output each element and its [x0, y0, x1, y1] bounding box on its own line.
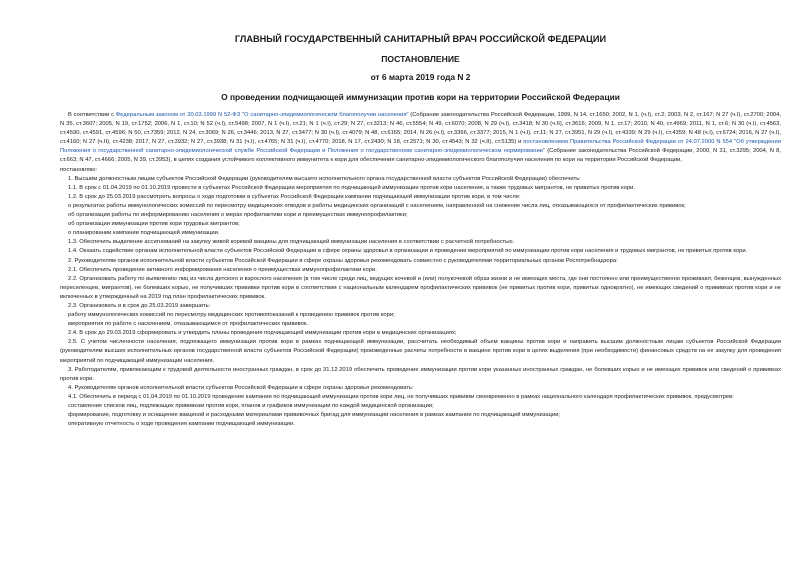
paragraph-1-4: 1.4. Оказать содействие органам исполнительной власти субъектов Российской Федерации в сфере охраны здоровья в организации и проведении мероприятий по иммунизации против кори населения и трудовых мигрантов, не привитых против кори. — [68, 248, 748, 255]
preamble-text-2: (Собрание законодательства Российской Федерации, 1999, N 14, ст.1650; 2002, N 1, (ч.I), ст.2; 2003, N 2, ст.167; N 27 (ч.I), ст.2700; 2004, N 35, ст.3607; 2005, N 19, ст.1752; 2006, N 1, ст.10; N 52 (ч.I), ст.5498; 2007, N 1 (ч.I), ст.21; N 1 (ч.I), ст.29; N 27, ст.3213; N 46, ст.5554; N 49, ст.6070; 2008, N 29 (ч.I), ст.3418; N 30 (ч.II), ст.3616; 2009, N 1, ст.17; 2010, N 40, ст.4969; 2011, N 1, ст.6; N 30 (ч.I), ст.4563, ст.4590, ст.4591, ст.4596; N 50, ст.7359; 2012, N 24, ст.3069; N 26, ст.3446; 2013, N 27, ст.3477; N 30 (ч.I), ст.4079; N 48, ст.6165; 2014, N 26 (ч.I), ст.3366, ст.3377; 2015, N 1 (ч.I), ст.11; N 27, ст.3951, N 29 (ч.I), ст.4339; N 29 (ч.I), ст.4359; N 48 (ч.I), ст.6724; 2016, N 27 (ч.I), ст.4160; N 27 (ч.II), ст.4238; 2017, N 27, ст.3932; N 27, ст.3938; N 31 (ч.I), ст.4765; N 31 (ч.I), ст.4770; 2018, N 17, ст.2430; N 18, ст.2571; N 30, ст.4543; N 32 (ч.II), ст.5135) и — [60, 112, 781, 146]
paragraph-1-2: 1.2. В срок до 25.03.2019 рассмотреть вопросы о ходе подготовки в субъектах Российской Федерации кампании подчищающей иммунизации против кори, в том числе: — [68, 193, 521, 200]
paragraph-2-4: 2.4. В срок до 29.03.2019 сформировать и утвердить планы проведения подчищающей иммунизации против кори в медицинских организациях; — [68, 330, 457, 337]
sub-item: мероприятия по работе с населением, отказывающимся от профилактических прививок. — [68, 321, 309, 328]
document-body — [60, 111, 781, 429]
paragraph-1: 1. Высшим должностным лицам субъектов Российской Федерации (руководителям высшего исполнительного органа государственной власти субъектов Российской Федерации) обеспечить: — [68, 175, 581, 182]
paragraph-2: 2. Руководителям органов исполнительной власти субъектов Российской Федерации в сфере охраны здоровья рекомендовать совместно с руководителями территориальных органов Роспотребнадзора: — [68, 257, 618, 264]
sub-item: о результатах работы иммунологических комиссий по пересмотру медицинских отводов и работы медицинских организаций с населением, направленной на снижение числа лиц, отказывающихся от профилактических прививок; — [68, 202, 686, 209]
sub-item: о планировании кампании подчищающей иммунизации. — [68, 230, 220, 237]
paragraph-1-1: 1.1. В срок с 01.04.2019 по 01.10.2019 провести в субъектах Российской Федерации мероприятия по подчищающей иммунизации против кори населения, а также трудовых мигрантов, не привитых против кори. — [68, 184, 636, 191]
sub-item: формирование, подготовку и оснащение вакциной и расходными материалами прививочных бригад для иммунизации населения в рамках кампании по подчищающей иммунизации; — [68, 412, 561, 419]
resolve-line: постановляю: — [60, 166, 97, 173]
sub-item: составление списков лиц, подлежащих прививкам против кори, планов и графиков иммунизации по каждой медицинской организации; — [68, 403, 434, 409]
paragraph-2-5: 2.5. С учетом численности населения, подлежащего иммунизации против кори в рамках подчищающей иммунизации, рассчитать необходимый объем вакцины против кори и направить высшим должностным лицам субъектов Российской Федерации (руководителям высших исполнительных органов государственной власти субъектов Российской Федерации) произведенные расчеты потребности в вакцине против кори в целях выделения (при необходимости) финансовых средств на ее закупку для проведения мероприятий по подчищающей иммунизации населения. — [60, 339, 781, 364]
paragraph-2-3: 2.3. Организовать и в срок до 25.03.2019 завершить: — [68, 302, 211, 309]
paragraph-1-3: 1.3. Обеспечить выделение ассигнований на закупку живой коревой вакцины для подчищающей иммунизации населения в соответствии с расчетной потребностью. — [68, 239, 515, 246]
sub-item: оперативную отчетность о ходе проведения кампании подчищающей иммунизации. — [68, 421, 295, 428]
paragraph-2-1: 2.1. Обеспечить проведение активного информирования населения о преимуществах иммунопрофилактики кори. — [68, 266, 377, 273]
sub-item: об организации иммунизации против кори трудовых мигрантов; — [68, 221, 240, 228]
issuing-authority: ГЛАВНЫЙ ГОСУДАРСТВЕННЫЙ САНИТАРНЫЙ ВРАЧ РОССИЙСКОЙ ФЕДЕРАЦИИ — [234, 34, 607, 44]
preamble-paragraph — [60, 111, 781, 166]
preamble-text-1: В соответствии с — [68, 112, 116, 118]
document-title: О проведении подчищающей иммунизации против кори на территории Российской Федерации — [221, 92, 620, 102]
preamble-text-3: (Собрание законодательства Российской Федерации, 2000, N 31, ст.3295; 2004, N 8, ст.663; N 47, ст.4666; 2005, N 39, ст.3953), в целях создания устойчивого коллективного иммунитета к кори для обеспечения санитарно-эпидемиологического благополучия населения по кори на территории Российской Федерации, — [60, 148, 781, 164]
paragraph-4: 4. Руководителям органов исполнительной власти субъектов Российской Федерации в сфере охраны здоровья рекомендовать: — [68, 384, 414, 391]
sub-item: об организации работы по информированию населения о мерах профилактики кори и преимуществах иммунопрофилактики; — [68, 212, 408, 219]
paragraph-2-2: 2.2. Организовать работу по выявлению лиц из числа детского и взрослого населения (в том числе среди лиц, ведущих кочевой и (или) полукочевой образ жизни и не имеющих места, где они постоянно или преимущественно проживают, беженцев, вынужденных переселенцев, мигрантов), не болевших корью, не получивших прививки против кори в соответствии с национальным календарем профилактических прививок (не привитых против кори, привитых однократно), не имеющих сведений о прививках против кори и не включенных в утвержденный на 2019 год план профилактических прививок. — [60, 275, 781, 300]
document-type: ПОСТАНОВЛЕНИЕ — [381, 54, 460, 64]
federal-law-link[interactable]: Федеральным законом от 30.03.1999 N 52-ФЗ "О санитарно-эпидемиологическом благополучии населения" — [115, 112, 409, 118]
sub-item: работу иммунологических комиссий по пересмотру медицинских противопоказаний к проведению прививок против кори; — [68, 312, 395, 319]
paragraph-4-1: 4.1. Обеспечить в период с 01.04.2019 по 01.10.2019 проведение кампании по подчищающей иммунизации против кори лиц, не получивших прививки своевременно в рамках национального календаря профилактических прививок, предусмотрев: — [68, 393, 734, 400]
government-resolution-link[interactable]: постановлением Правительства Российской Федерации от 24.07.2000 N 554 "Об утверждении Положения о государственной санитарно-эпидемиологической службе Российской Федерации и Положения о государственном санитарно-эпидемиологическом нормировании" — [60, 139, 781, 155]
paragraph-3: 3. Работодателям, привлекающим к трудовой деятельности иностранных граждан, в срок до 31.12.2019 обеспечить проведение иммунизации против кори указанных иностранных граждан, не болевших корью и не имеющих прививок или сведений о прививках против кори. — [60, 366, 781, 382]
document-date-number: от 6 марта 2019 года N 2 — [370, 72, 471, 82]
